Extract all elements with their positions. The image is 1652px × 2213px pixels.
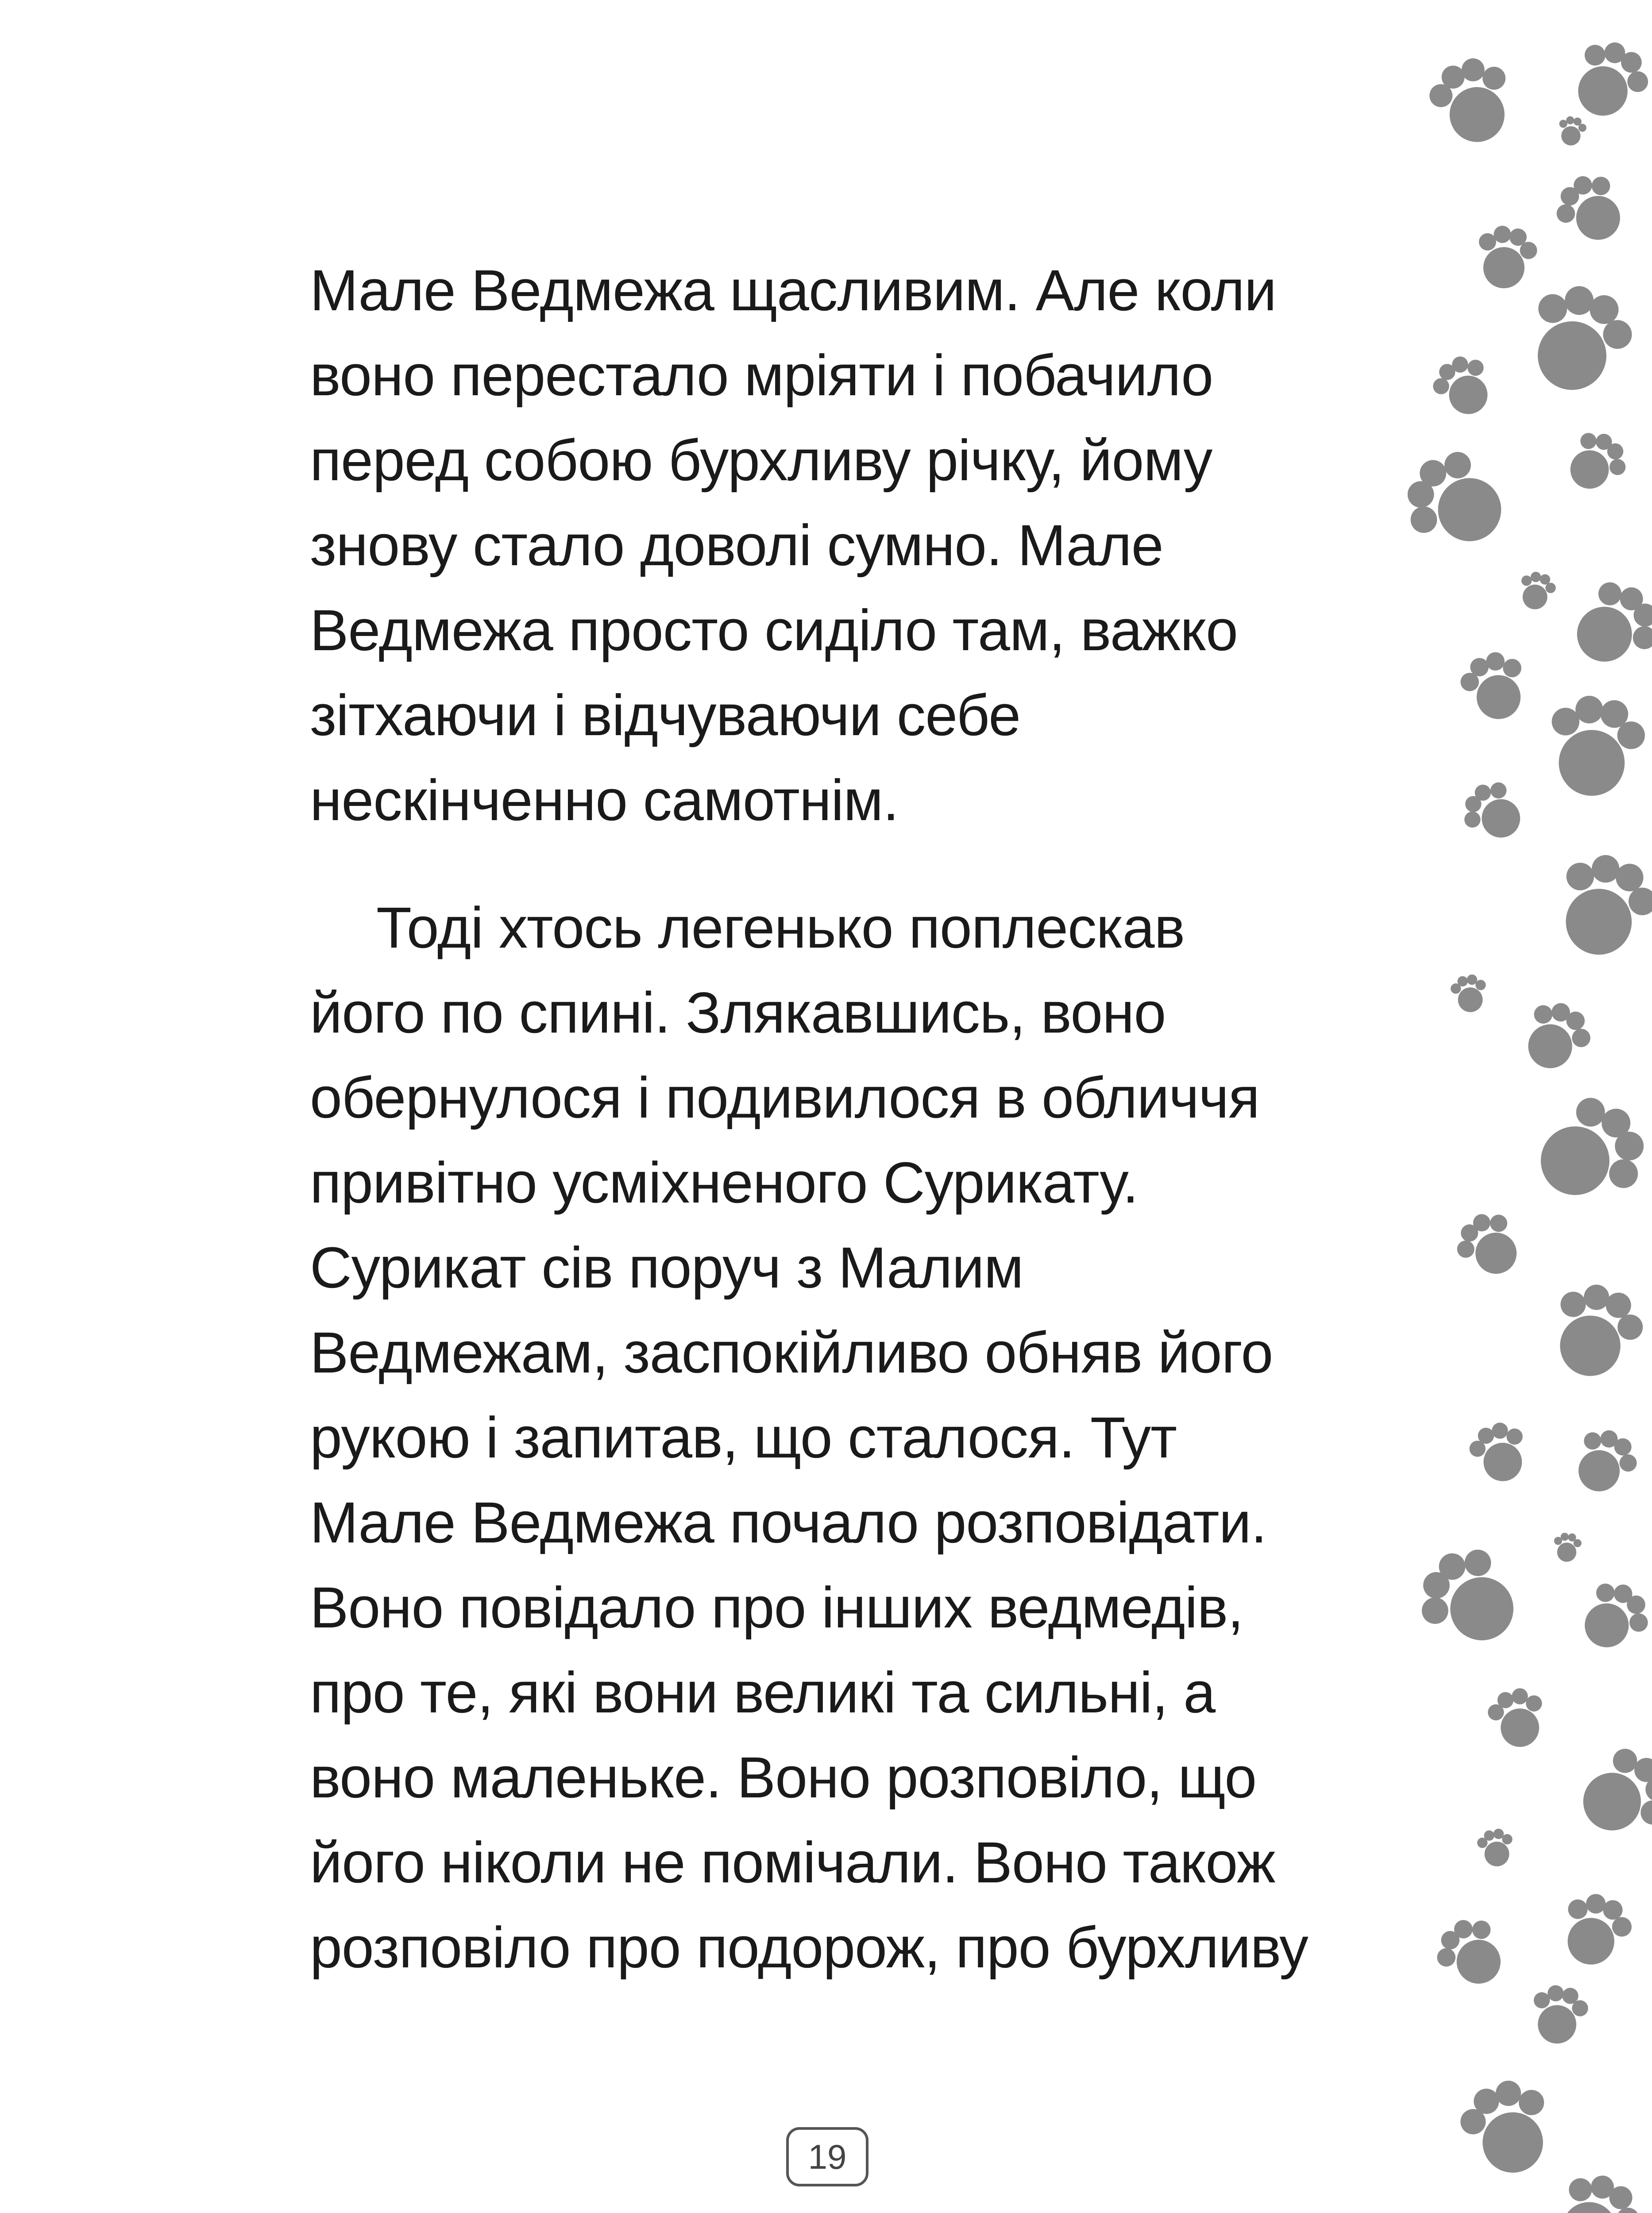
- text-line: Ведмежам, заспокійливо обняв його: [310, 1320, 1273, 1385]
- paragraph-1: [310, 248, 1363, 843]
- page-number-label: 19: [808, 2137, 847, 2176]
- paw-print-icon: [1556, 115, 1588, 148]
- text-line: розповіло про подорож, про бурхливу: [310, 1915, 1308, 1980]
- text-line: перед собою бурхливу річку, йому: [310, 428, 1212, 493]
- page-number: [786, 2127, 868, 2186]
- paw-print-icon: [1552, 1532, 1583, 1563]
- paw-print-icon: [1567, 1737, 1652, 1852]
- paw-print-icon: [1475, 1827, 1517, 1869]
- paw-print-icon: [1471, 222, 1540, 293]
- paw-print-icon: [1556, 423, 1636, 502]
- paw-print-icon: [1559, 569, 1652, 682]
- paw-print-icon: [1542, 2163, 1651, 2213]
- text-line: Тоді хтось легенько поплескав: [376, 895, 1185, 960]
- paw-print-icon: [1484, 1683, 1552, 1753]
- paw-print-icon: [1449, 972, 1490, 1015]
- text-line: воно перестало мріяти і побачило: [310, 343, 1213, 408]
- text-line: обернулося і подивилося в обличчя: [310, 1065, 1260, 1130]
- text-line: знову стало доволі сумно. Мале: [310, 513, 1163, 578]
- text-line: його ніколи не помічали. Воно також: [310, 1830, 1275, 1895]
- paw-print-decoration: [1408, 0, 1652, 2213]
- text-line: нескінченно самотнім.: [310, 767, 899, 833]
- text-line: Мале Ведмежа щасливим. Але коли: [310, 258, 1277, 323]
- paw-print-icon: [1447, 1203, 1532, 1288]
- text-line: його по спині. Злякавшись, воно: [310, 980, 1166, 1045]
- text-line: про те, які вони великі та сильні, а: [310, 1660, 1216, 1725]
- paw-print-icon: [1408, 1533, 1536, 1663]
- paw-print-icon: [1544, 844, 1652, 969]
- body-text: [310, 248, 1363, 1990]
- paw-print-icon: [1540, 1274, 1652, 1389]
- paw-print-icon: [1569, 1572, 1652, 1663]
- paw-print-icon: [1452, 2071, 1564, 2186]
- paw-print-icon: [1521, 1084, 1652, 1221]
- paw-print-icon: [1454, 772, 1534, 852]
- paw-print-icon: [1546, 164, 1637, 255]
- text-line: зітхаючи і відчуваючи себе: [310, 682, 1021, 748]
- text-line: рукою і запитав, що сталося. Тут: [310, 1405, 1177, 1470]
- paw-print-icon: [1563, 1420, 1645, 1504]
- paw-print-border: [1408, 0, 1652, 2213]
- text-line: Мале Ведмежа почало розповідати.: [310, 1490, 1267, 1555]
- text-line: Сурикат сів поруч з Малим: [310, 1235, 1023, 1300]
- paw-print-icon: [1560, 31, 1652, 130]
- text-line: Воно повідало про інших ведмедів,: [310, 1575, 1243, 1640]
- paw-print-icon: [1512, 993, 1600, 1081]
- text-line: воно маленьке. Воно розповіло, що: [310, 1745, 1257, 1810]
- paw-print-icon: [1515, 274, 1643, 405]
- paw-print-icon: [1527, 1982, 1591, 2048]
- paw-print-icon: [1454, 645, 1536, 729]
- paw-print-icon: [1515, 569, 1559, 614]
- paw-print-icon: [1425, 347, 1502, 425]
- paw-print-icon: [1427, 1908, 1517, 1999]
- paragraph-spacer: [310, 843, 1363, 885]
- paragraph-2: [310, 885, 1363, 1990]
- paw-print-icon: [1464, 1416, 1536, 1489]
- paw-print-icon: [1408, 439, 1520, 564]
- text-line: Ведмежа просто сиділо там, важко: [310, 598, 1238, 663]
- text-line: привітно усміхненого Сурикату.: [310, 1150, 1139, 1215]
- paw-print-icon: [1422, 49, 1524, 154]
- paw-print-icon: [1552, 1886, 1639, 1974]
- paw-print-icon: [1540, 690, 1650, 804]
